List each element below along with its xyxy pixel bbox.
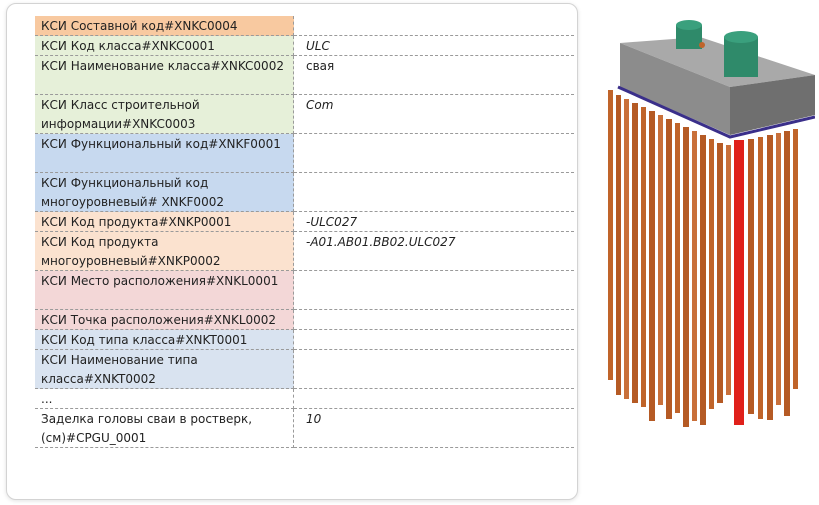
property-name: КСИ Составной код#XNKC0004 [35, 16, 294, 36]
property-name: КСИ Точка расположения#XNKL0002 [35, 310, 294, 330]
property-value [294, 271, 574, 310]
property-value [294, 389, 574, 409]
property-value [294, 173, 574, 212]
table-row [35, 36, 574, 56]
property-value [294, 310, 574, 330]
properties-table [35, 16, 574, 448]
table-row [35, 56, 574, 95]
pile-cap [618, 37, 815, 137]
properties-panel [6, 3, 578, 500]
table-row [35, 409, 574, 448]
property-name: КСИ Код продукта#XNKP0001 [35, 212, 294, 232]
property-value [294, 134, 574, 173]
property-name: КСИ Код типа класса#XNKT0001 [35, 330, 294, 350]
property-name: КСИ Класс строительной информации#XNKC0003 [35, 95, 294, 134]
table-row [35, 271, 574, 310]
table-row [35, 212, 574, 232]
property-name: Заделка головы сваи в ростверк, (см)#CPGU_0001 [35, 409, 294, 448]
property-value: 10 [294, 409, 574, 448]
property-name: КСИ Код продукта многоуровневый#XNKP0002 [35, 232, 294, 271]
property-value: -A01.AB01.BB02.ULC027 [294, 232, 574, 271]
table-row [35, 310, 574, 330]
property-name: КСИ Код класса#XNKC0001 [35, 36, 294, 56]
selected-pile [734, 140, 744, 425]
property-value [294, 350, 574, 389]
property-value [294, 330, 574, 350]
table-row [35, 134, 574, 173]
property-name: КСИ Место расположения#XNKL0001 [35, 271, 294, 310]
table-row [35, 330, 574, 350]
property-name: ... [35, 389, 294, 409]
property-name: КСИ Функциональный код#XNKF0001 [35, 134, 294, 173]
property-name: КСИ Наименование класса#XNKC0002 [35, 56, 294, 95]
pile-foundation-3d-view [600, 15, 815, 435]
property-value: свая [294, 56, 574, 95]
table-row [35, 16, 574, 36]
property-name: КСИ Наименование типа класса#XNKT0002 [35, 350, 294, 389]
table-row [35, 389, 574, 409]
property-value: ULC [294, 36, 574, 56]
table-row [35, 173, 574, 212]
piles [608, 90, 798, 427]
property-value: -ULC027 [294, 212, 574, 232]
property-value [294, 16, 574, 36]
table-row [35, 350, 574, 389]
property-name: КСИ Функциональный код многоуровневый# XNKF0002 [35, 173, 294, 212]
table-row [35, 95, 574, 134]
table-row [35, 232, 574, 271]
property-value: Com [294, 95, 574, 134]
